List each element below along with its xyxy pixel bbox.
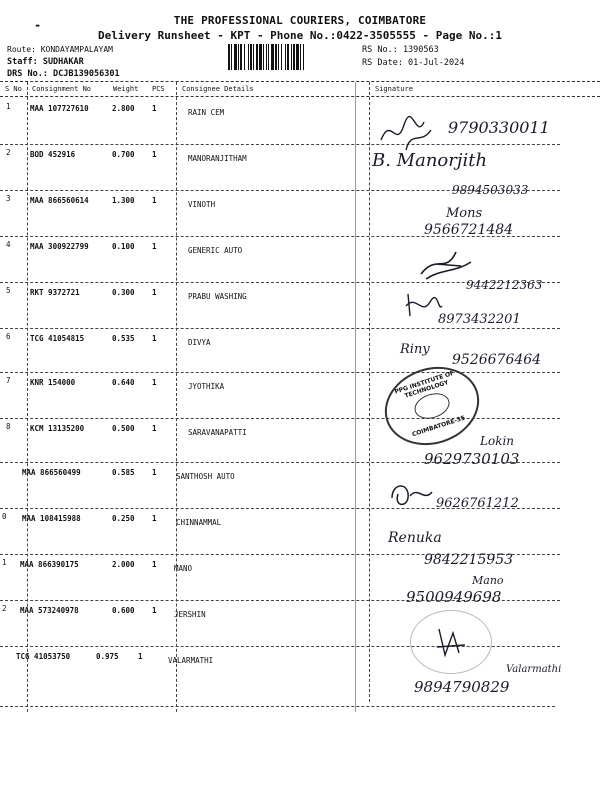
row-pcs: 1	[152, 514, 157, 523]
row-sno: 2	[2, 604, 7, 613]
table-row	[0, 192, 370, 238]
row-sno: 1	[2, 558, 7, 567]
row-weight: 0.600	[112, 606, 135, 615]
row-consignee: MANORANJITHAM	[188, 154, 247, 163]
tick-mark: -	[34, 18, 42, 32]
row-weight: 1.300	[112, 196, 135, 205]
row-sno: 5	[6, 286, 11, 295]
row-pcs: 1	[138, 652, 143, 661]
row-consignee: VALARMATHI	[168, 656, 214, 665]
signature-name: Riny	[400, 342, 430, 357]
table-row	[0, 420, 370, 466]
row-weight: 0.585	[112, 468, 135, 477]
signature-name: Mano	[472, 574, 504, 587]
row-divider	[0, 706, 555, 707]
row-consignment: TCG 41053750	[16, 652, 71, 661]
col-sno: S No	[5, 85, 22, 93]
row-consignee: JYOTHIKA	[188, 382, 225, 391]
row-consignment: MAA 866560499	[22, 468, 81, 477]
row-consignee: VINOTH	[188, 200, 216, 209]
row-divider	[0, 328, 560, 329]
row-sno: 6	[6, 332, 11, 341]
row-pcs: 1	[152, 334, 157, 343]
row-consignee: SARAVANAPATTI	[188, 428, 247, 437]
table-row	[0, 146, 370, 192]
row-consignment: RKT 9372721	[30, 288, 80, 297]
faded-stamp	[410, 610, 492, 674]
row-consignee: JERSHIN	[174, 610, 206, 619]
table-row	[0, 284, 370, 330]
row-pcs: 1	[152, 104, 157, 113]
barcode	[228, 44, 354, 70]
row-weight: 0.640	[112, 378, 135, 387]
row-sno: 1	[6, 102, 11, 111]
stamp-top-text: PPG INSTITUTE OF TECHNOLOGY	[393, 369, 456, 400]
institute-stamp	[375, 355, 490, 457]
signature-phone: 8973432201	[438, 312, 521, 327]
signature-phone: 9894790829	[414, 678, 510, 696]
row-consignment: TCG 41054815	[30, 334, 85, 343]
route-label: Route: KONDAYAMPALAYAM	[7, 45, 113, 54]
row-pcs: 1	[152, 468, 157, 477]
signature-phone: 9894503033	[452, 183, 529, 197]
signature-name: B. Manorjith	[372, 150, 488, 171]
table-row	[0, 464, 370, 510]
row-weight: 0.700	[112, 150, 135, 159]
signature-phone: 9626761212	[436, 496, 519, 511]
row-consignment: MAA 107727610	[30, 104, 89, 113]
row-consignee: PRABU WASHING	[188, 292, 247, 301]
row-consignment: MAA 108415988	[22, 514, 81, 523]
signature-name: Renuka	[388, 530, 442, 546]
row-pcs: 1	[152, 196, 157, 205]
row-divider	[0, 144, 560, 145]
signature-phone: 9566721484	[424, 222, 514, 238]
row-weight: 2.000	[112, 560, 135, 569]
table-row	[0, 602, 370, 648]
col-consignee: Consignee Details	[182, 85, 254, 93]
row-weight: 0.250	[112, 514, 135, 523]
row-pcs: 1	[152, 242, 157, 251]
signature-name: Lokin	[480, 434, 515, 448]
row-sno: 4	[6, 240, 11, 249]
route-info	[7, 44, 120, 80]
signature-scribble	[386, 478, 436, 510]
col-pcs: PCS	[152, 85, 165, 93]
row-consignment: MAA 866560614	[30, 196, 89, 205]
table-row	[0, 330, 370, 376]
runsheet-subtitle: Delivery Runsheet - KPT - Phone No.:0422-3505555 - Page No.:1	[98, 29, 502, 42]
signature-phone: 9442212363	[466, 278, 543, 292]
table-row	[0, 510, 370, 556]
row-divider	[0, 418, 560, 419]
row-pcs: 1	[152, 606, 157, 615]
row-pcs: 1	[152, 288, 157, 297]
row-weight: 0.100	[112, 242, 135, 251]
row-sno: 3	[6, 194, 11, 203]
row-consignment: MAA 300922799	[30, 242, 89, 251]
row-consignee: SANTHOSH AUTO	[176, 472, 235, 481]
header-divider-top	[0, 81, 600, 82]
drs-label: DRS No.: DCJB139056301	[7, 69, 120, 79]
signature-phone: 9629730103	[424, 450, 520, 468]
row-sno: 2	[6, 148, 11, 157]
row-weight: 0.535	[112, 334, 135, 343]
row-divider	[0, 372, 560, 373]
row-consignee: RAIN CEM	[188, 108, 225, 117]
row-sno: 8	[6, 422, 11, 431]
header-divider-bottom	[0, 96, 600, 97]
signature-name: Mons	[446, 206, 483, 221]
row-consignee: CHINNAMMAL	[176, 518, 222, 527]
row-consignment: KCM 13135200	[30, 424, 85, 433]
rs-date: RS Date: 01-Jul-2024	[362, 58, 465, 68]
row-weight: 0.500	[112, 424, 135, 433]
staff-label: Staff: SUDHAKAR	[7, 57, 84, 67]
col-consignment: Consignment No	[32, 85, 92, 93]
row-consignee: DIVYA	[188, 338, 211, 347]
rs-info	[362, 44, 464, 70]
row-consignee: GENERIC AUTO	[188, 246, 243, 255]
signature-phone: 9526676464	[452, 352, 542, 368]
rs-number: RS No.: 1390563	[362, 45, 439, 55]
row-consignment: MAA 866390175	[20, 560, 79, 569]
table-row	[0, 238, 370, 284]
row-sno: 7	[6, 376, 11, 385]
row-pcs: 1	[152, 560, 157, 569]
row-weight: 2.800	[112, 104, 135, 113]
row-sno: 0	[2, 512, 7, 521]
row-consignment: MAA 573240978	[20, 606, 79, 615]
row-consignment: KNR 154000	[30, 378, 76, 387]
row-weight: 0.300	[112, 288, 135, 297]
signature-phone: 9790330011	[448, 118, 550, 137]
row-consignee: MANO	[174, 564, 193, 573]
row-consignment: BOD 452916	[30, 150, 76, 159]
signature-scribble	[431, 625, 471, 659]
signature-phone: 9842215953	[424, 552, 514, 568]
row-pcs: 1	[152, 150, 157, 159]
table-row	[0, 648, 370, 694]
runsheet-title: THE PROFESSIONAL COURIERS, COIMBATORE	[173, 14, 427, 27]
stamp-bottom-text: COIMBATORE-35	[411, 414, 466, 439]
row-pcs: 1	[152, 424, 157, 433]
row-pcs: 1	[152, 378, 157, 387]
table-row	[0, 374, 370, 420]
table-row	[0, 556, 370, 602]
col-signature: Signature	[375, 85, 413, 93]
table-row	[0, 100, 370, 146]
row-weight: 0.975	[96, 652, 119, 661]
signature-phone: 9500949698	[406, 588, 502, 606]
signature-name: Valarmathi	[506, 664, 562, 675]
col-weight: Weight	[113, 85, 139, 93]
